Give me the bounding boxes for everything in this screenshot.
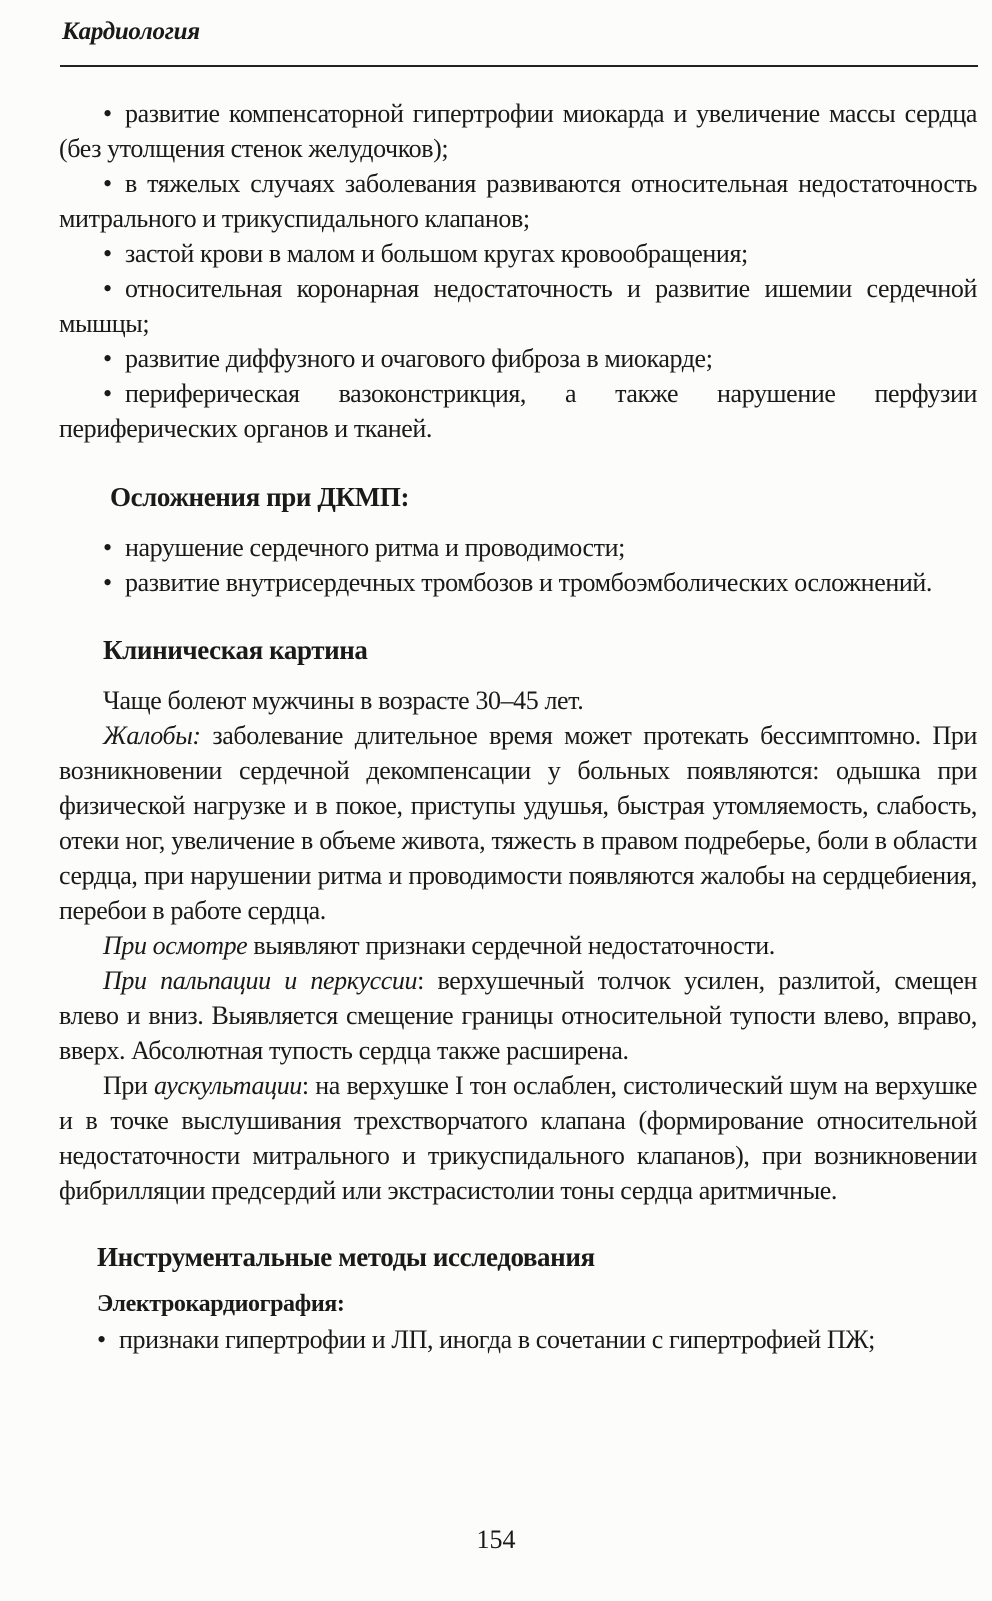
bullet-text: развитие компенсаторной гипертрофии миокарда и увеличение массы сердца (без утолщения стенок желудочков); [59, 99, 977, 163]
auscultation-paragraph [59, 1068, 977, 1208]
bullet-item [59, 96, 977, 166]
bullet-text: развитие диффузного и очагового фиброза в миокарде; [125, 344, 713, 373]
bullet-text: в тяжелых случаях заболевания развиваются относительная недостаточность митрального и трикуспидального клапанов; [59, 169, 977, 233]
bullet-item [59, 341, 977, 376]
palpation-text: : верхушечный толчок усилен, разлитой, смещен влево и вниз. Выявляется смещение границы относительной тупости влево, вправо, вверх. Абсолютная тупость сердца также расширена. [59, 966, 977, 1065]
running-title: Кардиология [62, 18, 200, 45]
instrumental-heading: Инструментальные методы исследования [97, 1242, 595, 1272]
bullet-text: периферическая вазоконстрикция, а также нарушение перфузии периферических органов и тканей. [59, 379, 977, 443]
bullet-text: признаки гипертрофии и ЛП, иногда в сочетании с гипертрофией ПЖ; [119, 1325, 875, 1354]
palpation-label: При пальпации и перкуссии [103, 966, 418, 995]
bullet-text: относительная коронарная недостаточность и развитие ишемии сердечной мышцы; [59, 274, 977, 338]
bullet-icon: • [103, 239, 112, 268]
bullet-icon: • [103, 533, 112, 562]
ecg-subheading: Электрокардиография: [97, 1291, 345, 1317]
page-number: 154 [476, 1525, 516, 1554]
age-paragraph: Чаще болеют мужчины в возрасте 30–45 лет. [103, 686, 584, 715]
auscultation-label: аускультации [154, 1071, 302, 1100]
exam-text: выявляют признаки сердечной недостаточности. [247, 931, 775, 960]
bullet-item [59, 565, 977, 600]
bullet-icon: • [103, 568, 112, 597]
bullet-text: нарушение сердечного ритма и проводимости; [125, 533, 625, 562]
auscultation-text: : на верхушке I тон ослаблен, систолический шум на верхушке и в точке выслушивания трехстворчатого клапана (формирование относительной недостаточности митрального и трикуспидального клапанов), при возникновении фибрилляции предсердий или экстрасистолии тоны сердца аритмичные. [59, 1071, 978, 1205]
complications-heading: Осложнения при ДКМП: [110, 482, 410, 512]
exam-paragraph [59, 928, 977, 963]
bullet-text: застой крови в малом и большом кругах кровообращения; [125, 239, 748, 268]
bullet-icon: • [103, 344, 112, 373]
bullet-item [59, 166, 977, 236]
clinical-heading: Клиническая картина [103, 635, 368, 665]
complaints-text: заболевание длительное время может протекать бессимптомно. При возникновении сердечной декомпенсации у больных появляются: одышка при физической нагрузке и в покое, приступы удушья, быстрая утомляемость, слабость, отеки ног, увеличение в объеме живота, тяжесть в правом подреберье, боли в области сердца, при нарушении ритма и проводимости появляются жалобы на сердцебиения, перебои в работе сердца. [59, 721, 977, 925]
bullet-icon: • [103, 274, 112, 303]
bullet-item [59, 530, 977, 565]
palpation-paragraph [59, 963, 977, 1068]
header-rule [60, 65, 978, 67]
bullet-icon: • [103, 169, 112, 198]
complaints-paragraph [59, 718, 977, 928]
bullet-icon: • [103, 379, 112, 408]
bullet-icon: • [97, 1325, 106, 1354]
auscultation-prefix: При [103, 1071, 155, 1100]
bullet-item [59, 376, 977, 446]
bullet-item [59, 236, 977, 271]
exam-label: При осмотре [103, 931, 248, 960]
bullet-icon: • [103, 99, 112, 128]
bullet-item [59, 1322, 977, 1357]
bullet-text: развитие внутрисердечных тромбозов и тромбоэмболических осложнений. [125, 568, 932, 597]
page-body [59, 96, 977, 1357]
complaints-label: Жалобы: [103, 721, 201, 750]
bullet-item [59, 271, 977, 341]
